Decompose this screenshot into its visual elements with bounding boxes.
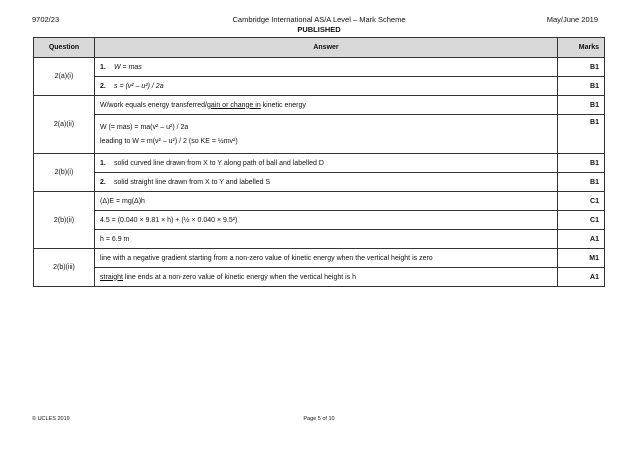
answer-cell [95,173,558,192]
exam-session: May/June 2019 [546,15,598,24]
mark-cell: B1 [558,96,605,115]
marks-column-header: Marks [558,38,605,58]
table-row [34,230,605,249]
table-row [34,249,605,268]
item-number: 2. [100,178,106,186]
mark-cell: A1 [558,268,605,287]
paper-code: 9702/23 [32,15,60,24]
mark-scheme-table [33,37,605,287]
mark-cell: C1 [558,211,605,230]
answer-text: s = (v² – u²) / 2a [114,82,164,90]
answer-text: line ends at a non-zero value of kinetic energy when the vertical height is h [122,273,357,281]
answer-cell [95,96,558,115]
document-title: Cambridge International AS/A Level – Mark Scheme [232,15,406,24]
answer-text: solid curved line drawn from X to Y along path of ball and labelled D [114,159,324,167]
answer-line: W (= mas) = ma(v² – u²) / 2a [100,123,189,131]
answer-cell: 4.5 = (0.040 × 9.81 × h) + (½ × 0.040 × 9.5²) [95,211,558,230]
mark-cell: B1 [558,115,605,154]
answer-cell: h = 6.9 m [95,230,558,249]
table-row [34,154,605,173]
table-row [34,58,605,77]
answer-line: leading to W = m(v² – u²) / 2 (so KE = ½mv²) [100,137,238,145]
question-number: 2(b)(iii) [34,249,95,287]
answer-cell [95,58,558,77]
question-column-header: Question [34,38,95,58]
copyright-notice: © UCLES 2019 [32,416,70,422]
answer-text: kinetic energy [260,101,306,109]
mark-cell: B1 [558,173,605,192]
answer-text: W/work equals energy transferred/ [100,101,207,109]
answer-text: W = mas [114,63,142,71]
mark-cell: A1 [558,230,605,249]
answer-cell [95,115,558,154]
question-number: 2(a)(ii) [34,96,95,154]
item-number: 1. [100,159,106,167]
answer-text: solid straight line drawn from X to Y and labelled S [114,178,271,186]
mark-cell: M1 [558,249,605,268]
question-number: 2(b)(ii) [34,192,95,249]
item-number: 1. [100,63,106,71]
underlined-text: straight [100,273,123,281]
item-number: 2. [100,82,106,90]
table-header-row [34,38,605,58]
underlined-text: gain or change in [207,101,261,109]
table-row [34,192,605,211]
answer-cell: line with a negative gradient starting from a non-zero value of kinetic energy when the vertical height is zero [95,249,558,268]
question-number: 2(a)(i) [34,58,95,96]
answer-cell [95,154,558,173]
table-row [34,211,605,230]
table-row [34,96,605,115]
published-label: PUBLISHED [297,25,341,34]
table-row [34,115,605,154]
table-row [34,173,605,192]
question-number: 2(b)(i) [34,154,95,192]
mark-cell: C1 [558,192,605,211]
answer-cell [95,77,558,96]
mark-cell: B1 [558,77,605,96]
table-row [34,268,605,287]
page-number: Page 5 of 10 [303,416,335,422]
answer-cell [95,268,558,287]
table-row [34,77,605,96]
mark-cell: B1 [558,154,605,173]
answer-column-header: Answer [95,38,558,58]
mark-cell: B1 [558,58,605,77]
answer-cell: (Δ)E = mg(Δ)h [95,192,558,211]
